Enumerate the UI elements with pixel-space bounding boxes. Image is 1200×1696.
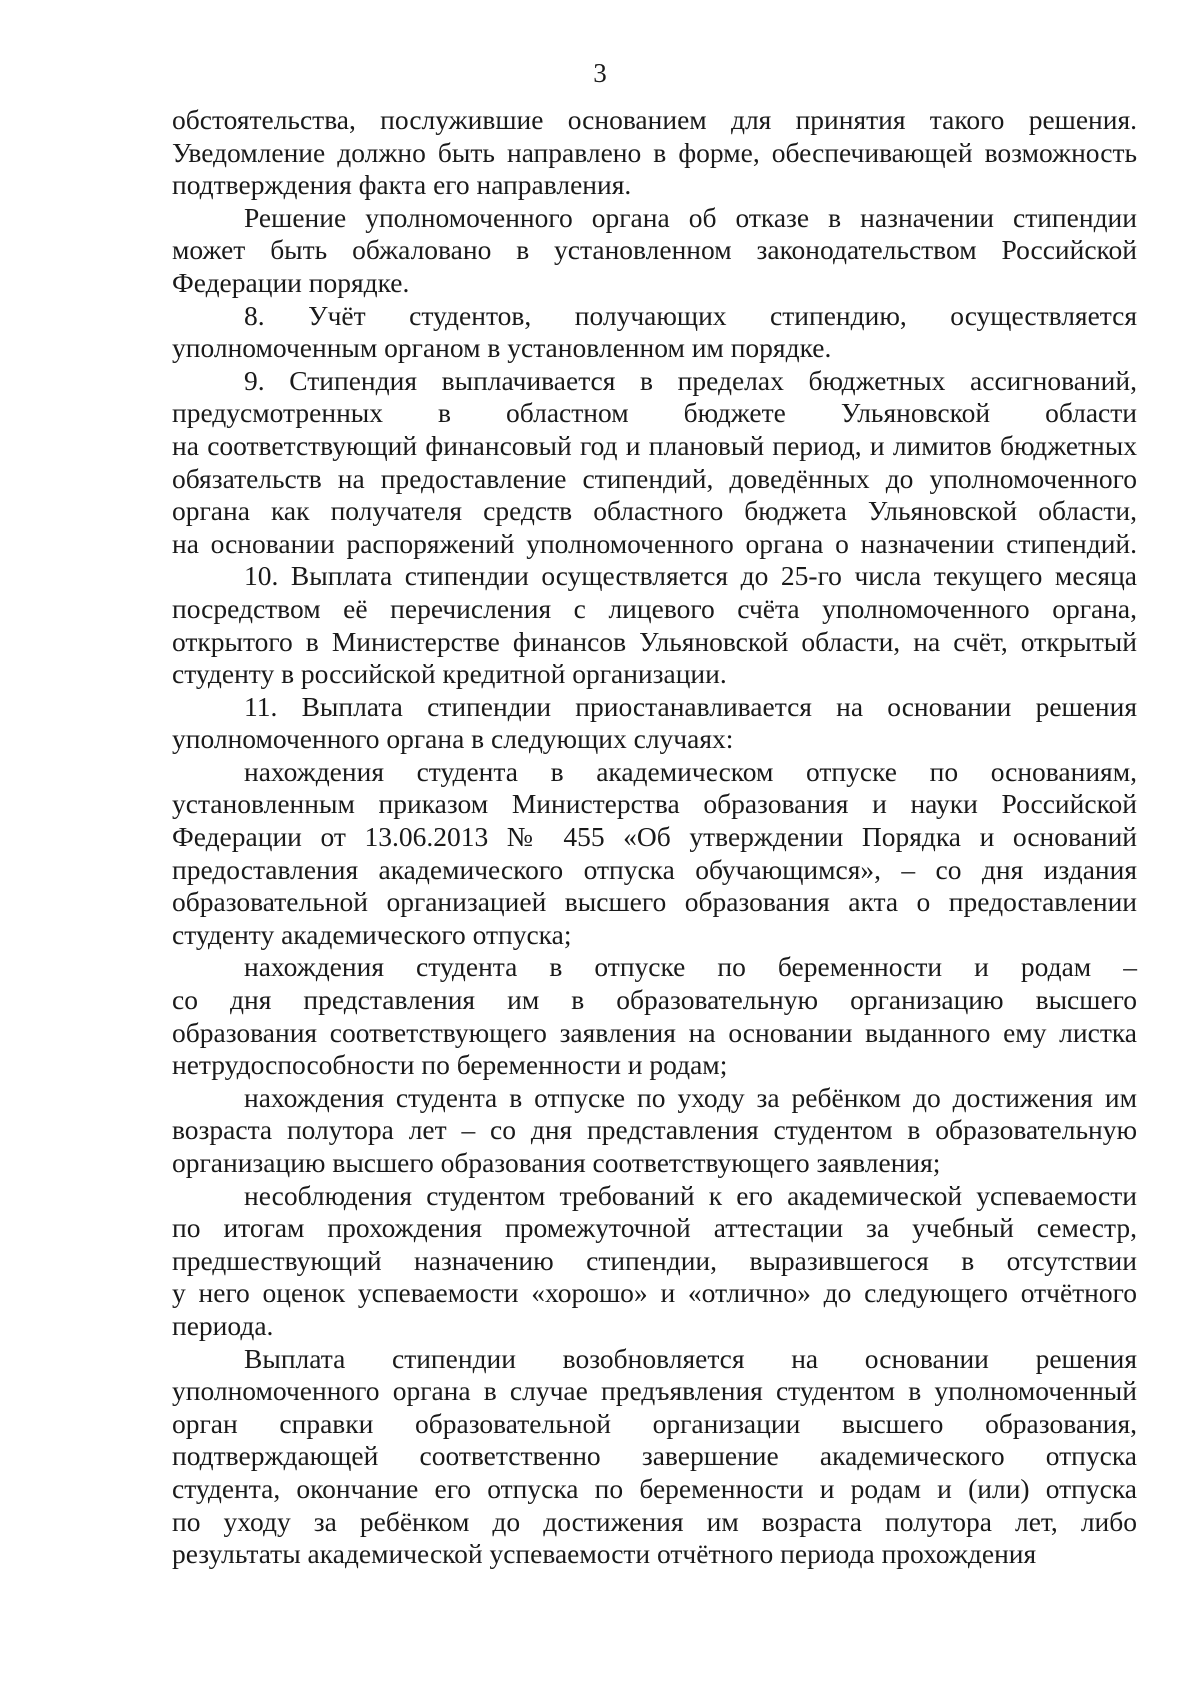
text-line: уполномоченного органа в случае предъявления студентом в уполномоченный [172, 1375, 1137, 1407]
text-line: результаты академической успеваемости отчётного периода прохождения [172, 1538, 1037, 1570]
text-line: образовательной организацией высшего образования акта о предоставлении [172, 886, 1137, 918]
text-line: студенту в российской кредитной организации. [172, 658, 727, 690]
paragraph-payment-resumption [172, 1343, 1137, 1571]
text-line: студенту академического отпуска; [172, 918, 572, 950]
text-line: предоставления академического отпуска обучающимся», – со дня издания [172, 853, 1137, 885]
text-line: 10. Выплата стипендии осуществляется до 25-го числа текущего месяца [244, 560, 1137, 592]
text-line: открытого в Министерстве финансов Ульяновской области, на счёт, открытый [172, 625, 1137, 657]
text-line: предусмотренных в областном бюджете Ульяновской области [172, 397, 1137, 429]
text-line: установленным приказом Министерства образования и науки Российской [172, 788, 1137, 820]
text-line: несоблюдения студентом требований к его академической успеваемости [244, 1179, 1137, 1211]
text-line: органа как получателя средств областного бюджета Ульяновской области, [172, 495, 1137, 527]
text-line: по уходу за ребёнком до достижения им возраста полутора лет, либо [172, 1505, 1137, 1537]
text-line: со дня представления им в образовательную организацию высшего [172, 984, 1137, 1016]
text-line: нахождения студента в отпуске по беременности и родам – [244, 951, 1137, 983]
text-line: орган справки образовательной организации высшего образования, [172, 1407, 1137, 1439]
text-line: обстоятельства, послужившие основанием для принятия такого решения. [172, 104, 1137, 135]
text-line: на соответствующий финансовый год и плановый период, и лимитов бюджетных [172, 429, 1137, 461]
text-line: Решение уполномоченного органа об отказе в назначении стипендии [244, 201, 1137, 233]
text-line: посредством её перечисления с лицевого счёта уполномоченного органа, [172, 592, 1137, 624]
text-line: Выплата стипендии возобновляется на основании решения [244, 1342, 1137, 1374]
paragraph-academic-leave [172, 756, 1137, 952]
paragraph-item-9 [172, 365, 1137, 561]
text-line: у него оценок успеваемости «хорошо» и «отлично» до следующего отчётного [172, 1277, 1137, 1309]
text-line: 11. Выплата стипендии приостанавливается на основании решения [244, 690, 1137, 722]
page-number: 3 [593, 58, 607, 88]
text-line: 9. Стипендия выплачивается в пределах бюджетных ассигнований, [244, 364, 1137, 396]
paragraph-item-10 [172, 560, 1137, 690]
text-line: периода. [172, 1309, 274, 1341]
paragraph-continuation [172, 104, 1137, 202]
text-line: нахождения студента в отпуске по уходу за ребёнком до достижения им [244, 1081, 1137, 1113]
text-line: 8. Учёт студентов, получающих стипендию, осуществляется [244, 299, 1137, 331]
paragraph-appeal [172, 202, 1137, 300]
text-line: Федерации от 13.06.2013 № 455 «Об утверждении Порядка и оснований [172, 821, 1137, 853]
text-line: по итогам прохождения промежуточной аттестации за учебный семестр, [172, 1212, 1137, 1244]
text-line: уполномоченного органа в следующих случаях: [172, 723, 734, 755]
text-line: может быть обжаловано в установленном законодательством Российской [172, 234, 1137, 266]
text-line: возраста полутора лет – со дня представления студентом в образовательную [172, 1114, 1137, 1146]
text-line: Уведомление должно быть направлено в форме, обеспечивающей возможность [172, 136, 1137, 168]
text-line: уполномоченным органом в установленном им порядке. [172, 332, 832, 364]
document-body [172, 104, 1137, 1571]
paragraph-item-8 [172, 300, 1137, 365]
text-line: студента, окончание его отпуска по беременности и родам и (или) отпуска [172, 1472, 1137, 1504]
paragraph-childcare-leave [172, 1082, 1137, 1180]
text-line: организацию высшего образования соответствующего заявления; [172, 1147, 941, 1178]
text-line: обязательств на предоставление стипендий, доведённых до уполномоченного [172, 462, 1137, 494]
text-line: нахождения студента в академическом отпуске по основаниям, [244, 755, 1137, 787]
paragraph-maternity-leave [172, 951, 1137, 1081]
text-line: предшествующий назначению стипендии, выразившегося в отсутствии [172, 1244, 1137, 1276]
text-line: на основании распоряжений уполномоченного органа о назначении стипендий. [172, 527, 1137, 559]
text-line: Федерации порядке. [172, 266, 410, 298]
text-line: образования соответствующего заявления на основании выданного ему листка [172, 1016, 1137, 1048]
text-line: нетрудоспособности по беременности и родам; [172, 1049, 728, 1081]
text-line: подтверждающей соответственно завершение академического отпуска [172, 1440, 1137, 1472]
text-line: подтверждения факта его направления. [172, 169, 632, 201]
paragraph-academic-performance [172, 1180, 1137, 1343]
paragraph-item-11 [172, 691, 1137, 756]
